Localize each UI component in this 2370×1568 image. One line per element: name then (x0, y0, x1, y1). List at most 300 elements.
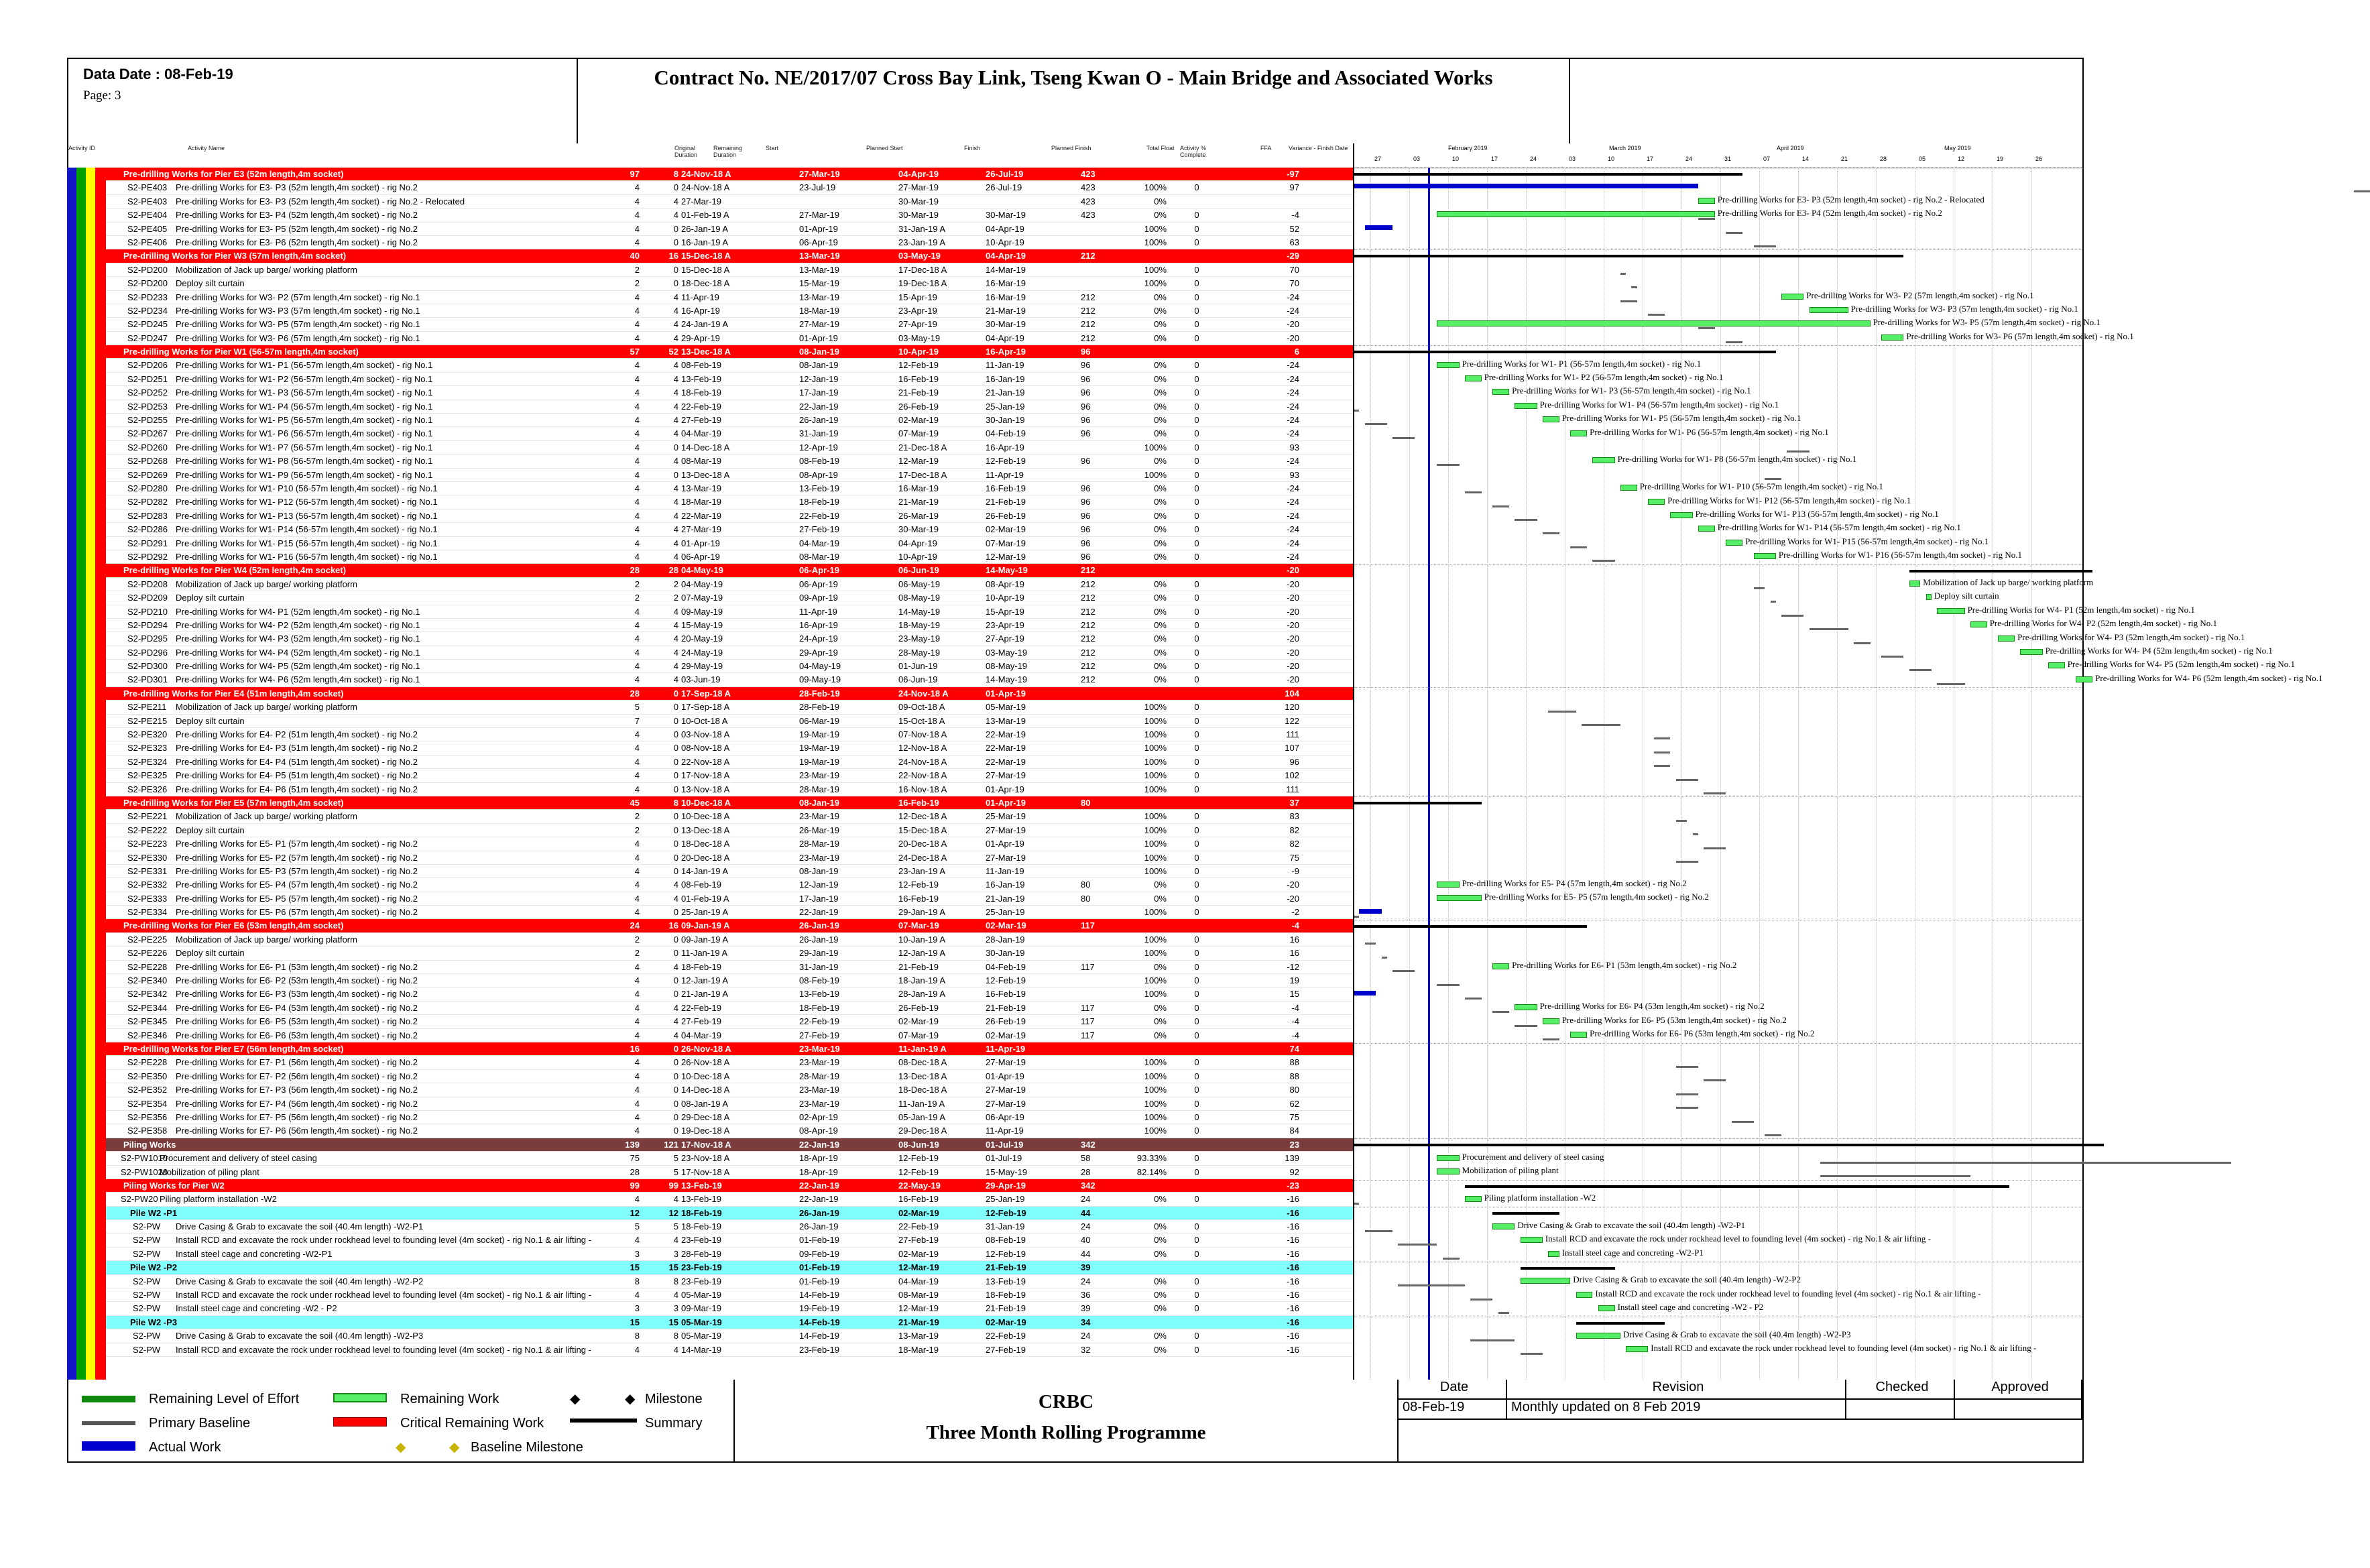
activity-row[interactable] (106, 482, 1353, 495)
planned-finish: 05-Mar-19 (986, 702, 1026, 713)
remaining-work-bar[interactable] (1437, 362, 1459, 368)
pct-complete: 0% (1154, 524, 1167, 535)
summary-bar[interactable] (1354, 925, 1587, 928)
start: 15-Dec-18 A (681, 264, 730, 275)
activity-row[interactable] (106, 947, 1353, 960)
remaining-work-bar[interactable] (1781, 294, 1803, 300)
remaining-work-bar[interactable] (1670, 512, 1692, 518)
wbs-group-row[interactable] (106, 796, 1353, 810)
activity-row[interactable] (106, 455, 1353, 468)
activity-name: Pre-drilling Works for E6- P6 (53m length,4m socket) - rig No.2 (176, 1030, 418, 1040)
programme-name: Three Month Rolling Programme (926, 1422, 1206, 1443)
remaining-work-bar[interactable] (1726, 540, 1742, 546)
baseline-bar (1676, 1107, 1698, 1109)
wbs-group-row[interactable] (106, 1207, 1353, 1220)
finish: 18-Mar-19 (898, 1344, 939, 1355)
activity-row[interactable] (106, 359, 1353, 372)
remaining-work-bar[interactable] (1492, 1223, 1515, 1229)
activity-row[interactable] (106, 550, 1353, 564)
remaining-duration: 4 (673, 1030, 678, 1040)
remaining-work-bar[interactable] (1576, 1292, 1593, 1298)
remaining-work-bar[interactable] (1437, 882, 1459, 888)
activity-row[interactable] (106, 1166, 1353, 1179)
remaining-duration: 3 (673, 1248, 678, 1259)
gantt-bar-label: Install RCD and excavate the rock under rockhead level to founding level (4m socket) - rig No.1 & air lifting - (1651, 1343, 2037, 1353)
pct-complete: 100% (1144, 1085, 1167, 1095)
planned-finish: 16-Apr-19 (986, 347, 1026, 357)
actual-work-bar[interactable] (1359, 909, 1381, 914)
remaining-work-bar[interactable] (1909, 581, 1921, 587)
activity-row[interactable] (106, 810, 1353, 823)
activity-row[interactable] (106, 427, 1353, 440)
total-float: 212 (1081, 619, 1095, 630)
activity-row[interactable] (106, 523, 1353, 536)
total-float: 117 (1081, 1030, 1095, 1040)
start: 13-Dec-18 A (681, 469, 730, 480)
activity-row[interactable] (106, 660, 1353, 673)
activity-id: S2-PE403 (127, 182, 168, 193)
summary-bar[interactable] (1354, 802, 1482, 804)
activity-row[interactable] (106, 414, 1353, 427)
total-float: 212 (1081, 305, 1095, 316)
activity-row[interactable] (106, 263, 1353, 277)
remaining-work-bar[interactable] (1598, 1305, 1615, 1311)
activity-row[interactable] (106, 605, 1353, 619)
original-duration: 4 (634, 483, 640, 493)
variance: -16 (1287, 1276, 1299, 1286)
total-float: 96 (1081, 497, 1091, 507)
remaining-work-bar[interactable] (1698, 198, 1715, 204)
actual-work-bar[interactable] (1365, 225, 1393, 230)
week-gridline (1798, 168, 1799, 1380)
activity-row[interactable] (106, 974, 1353, 987)
activity-row[interactable] (106, 961, 1353, 974)
activity-row[interactable] (106, 756, 1353, 769)
total-float: 24 (1081, 1276, 1091, 1286)
ffa: 0 (1194, 1303, 1199, 1314)
planned-start: 22-Jan-19 (799, 907, 839, 918)
activity-name: Pre-drilling Works for E7- P3 (56m length,4m socket) - rig No.2 (176, 1085, 418, 1095)
legend-swatch-critical (333, 1417, 387, 1427)
activity-id: S2-PD283 (127, 510, 168, 521)
activity-row[interactable] (106, 878, 1353, 892)
remaining-work-bar[interactable] (1437, 1168, 1459, 1174)
activity-row[interactable] (106, 1302, 1353, 1315)
activity-row[interactable] (106, 715, 1353, 728)
summary-bar[interactable] (1465, 1185, 2009, 1188)
original-duration: 4 (634, 524, 640, 535)
start: 23-Nov-18 A (681, 1153, 730, 1164)
activity-row[interactable] (106, 906, 1353, 919)
pct-complete: 0% (1154, 1303, 1167, 1314)
activity-row[interactable] (106, 1056, 1353, 1069)
remaining-work-bar[interactable] (1754, 553, 1776, 559)
gantt-bar-label: Pre-drilling Works for E3- P4 (52m length,4m socket) - rig No.2 (1717, 208, 1942, 219)
activity-row[interactable] (106, 1288, 1353, 1302)
wbs-group-row[interactable] (106, 919, 1353, 932)
week-tick-label: 24 (1530, 156, 1537, 162)
planned-start: 18-Apr-19 (799, 1153, 838, 1164)
data-date-line (1428, 168, 1430, 1380)
start: 18-Dec-18 A (681, 839, 730, 849)
remaining-work-bar[interactable] (1626, 1346, 1648, 1352)
finish: 16-Mar-19 (898, 483, 939, 493)
week-tick-label: 17 (1491, 156, 1498, 162)
month-label: February 2019 (1448, 145, 1488, 152)
wbs-group-row[interactable] (106, 345, 1353, 359)
start: 27-Mar-19 (681, 196, 721, 206)
variance: 23 (1289, 1139, 1299, 1150)
activity-row[interactable] (106, 277, 1353, 290)
activity-id: S2-PE225 (127, 934, 168, 945)
activity-row[interactable] (106, 318, 1353, 331)
activity-row[interactable] (106, 1343, 1353, 1357)
variance: -24 (1287, 401, 1299, 412)
activity-row[interactable] (106, 469, 1353, 482)
remaining-work-bar[interactable] (1592, 457, 1614, 463)
variance: 70 (1289, 264, 1299, 275)
planned-finish: 21-Jan-19 (986, 387, 1025, 398)
pct-complete: 0% (1154, 415, 1167, 426)
remaining-duration: 4 (673, 305, 678, 316)
finish: 16-Feb-19 (898, 893, 939, 904)
wbs-group-row[interactable] (106, 249, 1353, 263)
finish: 16-Feb-19 (898, 1194, 939, 1205)
pct-complete: 0% (1154, 1002, 1167, 1013)
activity-row[interactable] (106, 1097, 1353, 1111)
remaining-work-bar[interactable] (1521, 1278, 1571, 1284)
remaining-duration: 4 (673, 551, 678, 562)
activity-id: S2-PD291 (127, 538, 168, 548)
activity-name: Pre-drilling Works for W4- P1 (52m length,4m socket) - rig No.1 (176, 606, 420, 617)
original-duration: 4 (634, 893, 640, 904)
activity-row[interactable] (106, 1124, 1353, 1138)
week-tick-label: 26 (2035, 156, 2043, 162)
total-float: 423 (1081, 169, 1095, 179)
activity-row[interactable] (106, 865, 1353, 878)
pct-complete: 100% (1144, 1057, 1167, 1068)
planned-start: 26-Jan-19 (799, 920, 839, 931)
activity-row[interactable] (106, 1248, 1353, 1261)
finish: 30-Mar-19 (898, 524, 939, 535)
activity-row[interactable] (106, 208, 1353, 222)
summary-bar[interactable] (1354, 255, 1903, 257)
planned-finish: 11-Apr-19 (986, 1126, 1024, 1136)
remaining-work-bar[interactable] (2076, 676, 2092, 682)
variance: 83 (1289, 811, 1299, 822)
gantt-bar-label: Pre-drilling Works for W1- P4 (56-57m length,4m socket) - rig No.1 (1539, 399, 1779, 410)
planned-finish: 25-Mar-19 (986, 811, 1026, 822)
baseline-bar (1443, 1258, 1460, 1260)
activity-name: Pre-drilling Works for E7- P1 (56m length,4m socket) - rig No.2 (176, 1057, 418, 1068)
total-float: 24 (1081, 1194, 1091, 1205)
pct-complete: 0% (1154, 1248, 1167, 1259)
variance: -16 (1287, 1303, 1299, 1314)
wbs-group-row[interactable] (106, 168, 1353, 181)
planned-start: 31-Jan-19 (799, 428, 839, 439)
total-float: 39 (1081, 1303, 1091, 1314)
baseline-bar (1648, 314, 1665, 316)
activity-row[interactable] (106, 441, 1353, 455)
remaining-work-bar[interactable] (1492, 389, 1509, 395)
activity-row[interactable] (106, 1193, 1353, 1206)
pct-complete: 100% (1144, 784, 1167, 794)
activity-row[interactable] (106, 1111, 1353, 1124)
summary-bar[interactable] (1521, 1267, 1615, 1270)
planned-start: 18-Apr-19 (799, 1166, 838, 1177)
activity-row[interactable] (106, 1002, 1353, 1015)
activity-row[interactable] (106, 509, 1353, 523)
activity-row[interactable] (106, 1152, 1353, 1165)
activity-row[interactable] (106, 195, 1353, 208)
remaining-work-bar[interactable] (2048, 662, 2065, 668)
summary-bar[interactable] (1576, 1322, 1665, 1325)
planned-start: 18-Mar-19 (799, 305, 839, 316)
wbs-group-row[interactable] (106, 1179, 1353, 1193)
remaining-work-bar[interactable] (1926, 594, 1932, 600)
planned-finish: 11-Apr-19 (986, 1044, 1026, 1054)
activity-row[interactable] (106, 741, 1353, 755)
baseline-bar (1726, 232, 1742, 234)
remaining-work-bar[interactable] (1543, 1018, 1559, 1024)
remaining-work-bar[interactable] (1937, 608, 1964, 614)
remaining-duration: 8 (673, 1276, 678, 1286)
original-duration: 4 (634, 729, 640, 740)
ffa: 0 (1194, 1344, 1199, 1355)
activity-row[interactable] (106, 673, 1353, 686)
finish: 18-Dec-18 A (898, 1085, 947, 1095)
activity-row[interactable] (106, 632, 1353, 646)
activity-row[interactable] (106, 728, 1353, 741)
start: 29-Dec-18 A (681, 1111, 730, 1122)
activity-name: Pre-drilling Works for W1- P3 (56-57m length,4m socket) - rig No.1 (176, 387, 433, 398)
baseline-bar (1393, 970, 1415, 972)
summary-bar[interactable] (1492, 1212, 1559, 1215)
variance: 63 (1289, 237, 1299, 247)
start: 05-Mar-19 (681, 1331, 721, 1341)
remaining-work-bar[interactable] (1492, 963, 1509, 969)
planned-finish: 14-Mar-19 (986, 264, 1026, 275)
remaining-work-bar[interactable] (1437, 895, 1481, 901)
activity-row[interactable] (106, 386, 1353, 400)
wbs-group-row[interactable] (106, 1042, 1353, 1056)
remaining-work-bar[interactable] (1970, 621, 1987, 627)
variance: -4 (1291, 1002, 1299, 1013)
summary-bar[interactable] (1354, 1144, 2104, 1146)
activity-row[interactable] (106, 1029, 1353, 1042)
start: 26-Nov-18 A (681, 1057, 730, 1068)
remaining-work-bar[interactable] (1437, 211, 1714, 217)
activity-row[interactable] (106, 851, 1353, 865)
planned-start: 23-Mar-19 (799, 852, 839, 863)
wbs-group-row[interactable] (106, 1138, 1353, 1152)
start: 13-Dec-18 A (681, 825, 730, 835)
ffa: 0 (1194, 647, 1199, 658)
week-tick-label: 17 (1647, 156, 1654, 162)
remaining-work-bar[interactable] (1648, 499, 1665, 505)
activity-id: S2-PD301 (127, 674, 168, 685)
activity-id: S2-PE346 (127, 1030, 168, 1040)
pct-complete: 0% (1154, 538, 1167, 548)
original-duration: 4 (634, 907, 640, 918)
wbs-group-row[interactable] (106, 564, 1353, 577)
activity-name: Pre-drilling Works for W1- P15 (56-57m length,4m socket) - rig No.1 (176, 538, 438, 548)
total-float: 96 (1081, 373, 1091, 384)
activity-row[interactable] (106, 701, 1353, 714)
remaining-work-bar[interactable] (1515, 1004, 1537, 1010)
activity-name: Deploy silt curtain (176, 715, 245, 726)
original-duration: 4 (634, 756, 640, 767)
baseline-bar (1810, 628, 1848, 630)
finish: 27-Apr-19 (898, 319, 937, 330)
ffa: 0 (1194, 907, 1199, 918)
activity-name: Pre-drilling Works for W1- P1 (56-57m length,4m socket) - rig No.1 (176, 360, 433, 371)
remaining-work-bar[interactable] (1698, 526, 1715, 532)
activity-id: S2-PW20 (121, 1194, 158, 1205)
start: 18-Feb-19 (681, 1207, 722, 1218)
remaining-work-bar[interactable] (1437, 1155, 1459, 1161)
activity-row[interactable] (106, 1083, 1353, 1097)
activity-row[interactable] (106, 578, 1353, 591)
baseline-bar (1820, 1175, 1970, 1177)
variance: -4 (1291, 1030, 1299, 1040)
activity-row[interactable] (106, 1070, 1353, 1083)
total-float: 423 (1081, 182, 1095, 193)
remaining-work-bar[interactable] (1570, 430, 1587, 436)
remaining-duration: 4 (673, 634, 678, 644)
total-float: 40 (1081, 1235, 1091, 1246)
original-duration: 28 (630, 1166, 640, 1177)
remaining-work-bar[interactable] (2020, 649, 2042, 655)
planned-finish: 23-Apr-19 (986, 619, 1024, 630)
start: 26-Nov-18 A (681, 1044, 731, 1054)
activity-row[interactable] (106, 332, 1353, 345)
actual-work-bar[interactable] (1354, 184, 1698, 188)
wbs-group-row[interactable] (106, 1261, 1353, 1274)
activity-row[interactable] (106, 892, 1353, 906)
remaining-work-bar[interactable] (1548, 1251, 1559, 1257)
activity-row[interactable] (106, 824, 1353, 837)
remaining-work-bar[interactable] (1515, 403, 1537, 409)
baseline-bar (1937, 683, 1964, 685)
activity-name: Pre-drilling Works for W3- P6 (57m length,4m socket) - rig No.1 (176, 333, 420, 343)
activity-row[interactable] (106, 1275, 1353, 1288)
variance: -20 (1287, 593, 1299, 603)
baseline-bar (1620, 300, 1637, 302)
remaining-work-bar[interactable] (1570, 1032, 1587, 1038)
planned-start: 27-Feb-19 (799, 1030, 839, 1040)
start: 18-Mar-19 (681, 497, 721, 507)
activity-row[interactable] (106, 619, 1353, 632)
activity-row[interactable] (106, 783, 1353, 796)
start: 14-Dec-18 A (681, 442, 730, 453)
activity-id: S2-PE226 (127, 948, 168, 959)
remaining-work-bar[interactable] (1881, 335, 1903, 341)
remaining-work-bar[interactable] (1576, 1333, 1620, 1339)
variance: 16 (1289, 948, 1299, 959)
ffa: 0 (1194, 1057, 1199, 1068)
activity-row[interactable] (106, 769, 1353, 782)
remaining-work-bar[interactable] (1998, 636, 2015, 642)
baseline-bar (1765, 478, 1781, 480)
activity-name: Pre-drilling Works for W3- P2 (57m length,4m socket) - rig No.1 (176, 292, 420, 302)
remaining-work-bar[interactable] (1465, 375, 1482, 381)
activity-name: Pile W2 -P1 (130, 1207, 178, 1218)
activity-row[interactable] (106, 1015, 1353, 1028)
activity-row[interactable] (106, 236, 1353, 249)
finish: 07-Nov-18 A (898, 729, 947, 740)
pct-complete: 0% (1154, 1016, 1167, 1027)
activity-name: Pre-drilling Works for E7- P5 (56m length,4m socket) - rig No.2 (176, 1111, 418, 1122)
remaining-work-bar[interactable] (1437, 320, 1870, 326)
week-gridline (1876, 168, 1877, 1380)
pct-complete: 0% (1154, 292, 1167, 302)
activity-row[interactable] (106, 304, 1353, 318)
original-duration: 4 (634, 880, 640, 890)
activity-row[interactable] (106, 933, 1353, 947)
activity-name: Pre-drilling Works for W1- P7 (56-57m length,4m socket) - rig No.1 (176, 442, 433, 453)
remaining-work-bar[interactable] (1810, 307, 1848, 313)
actual-work-bar[interactable] (1354, 991, 1376, 996)
start: 20-May-19 (681, 634, 723, 644)
activity-row[interactable] (106, 591, 1353, 605)
planned-start: 01-Feb-19 (799, 1262, 840, 1273)
activity-name: Pre-drilling Works for W4- P2 (52m length,4m socket) - rig No.1 (176, 619, 420, 630)
activity-row[interactable] (106, 181, 1353, 194)
gantt-bar-label: Pre-drilling Works for W1- P12 (56-57m length,4m socket) - rig No.1 (1667, 495, 1911, 505)
activity-row[interactable] (106, 837, 1353, 851)
activity-row[interactable] (106, 373, 1353, 386)
timescale (1354, 143, 2082, 168)
remaining-work-bar[interactable] (1521, 1237, 1543, 1243)
activity-row[interactable] (106, 495, 1353, 509)
activity-row[interactable] (106, 646, 1353, 660)
wbs-group-row[interactable] (106, 687, 1353, 701)
baseline-bar (1704, 1079, 1726, 1081)
start: 10-Dec-18 A (681, 797, 731, 808)
remaining-work-bar[interactable] (1465, 1196, 1482, 1202)
gantt-bar-label: Pre-drilling Works for E5- P5 (57m length,4m socket) - rig No.2 (1484, 892, 1709, 902)
remaining-duration: 4 (673, 1194, 678, 1205)
ffa: 0 (1194, 865, 1199, 876)
planned-finish: 15-May-19 (986, 1166, 1028, 1177)
activity-row[interactable] (106, 1233, 1353, 1247)
summary-bar[interactable] (1354, 173, 1742, 176)
activity-row[interactable] (106, 223, 1353, 236)
remaining-work-bar[interactable] (1543, 416, 1559, 422)
variance: -24 (1287, 510, 1299, 521)
activity-row[interactable] (106, 987, 1353, 1001)
week-tick-label: 14 (1802, 156, 1810, 162)
original-duration: 4 (634, 1002, 640, 1013)
activity-row[interactable] (106, 291, 1353, 304)
activity-row[interactable] (106, 1329, 1353, 1343)
planned-start: 08-Jan-19 (799, 360, 839, 371)
summary-bar[interactable] (1354, 351, 1776, 353)
summary-bar[interactable] (1909, 570, 2092, 572)
original-duration: 4 (634, 1344, 640, 1355)
original-duration: 4 (634, 619, 640, 630)
activity-row[interactable] (106, 537, 1353, 550)
planned-start: 23-Mar-19 (799, 770, 839, 781)
activity-row[interactable] (106, 400, 1353, 414)
finish: 13-Dec-18 A (898, 1071, 947, 1081)
remaining-work-bar[interactable] (1620, 485, 1637, 491)
wbs-group-row[interactable] (106, 1316, 1353, 1329)
activity-row[interactable] (106, 1220, 1353, 1233)
baseline-bar (1787, 450, 1809, 453)
original-duration: 4 (634, 1057, 640, 1068)
